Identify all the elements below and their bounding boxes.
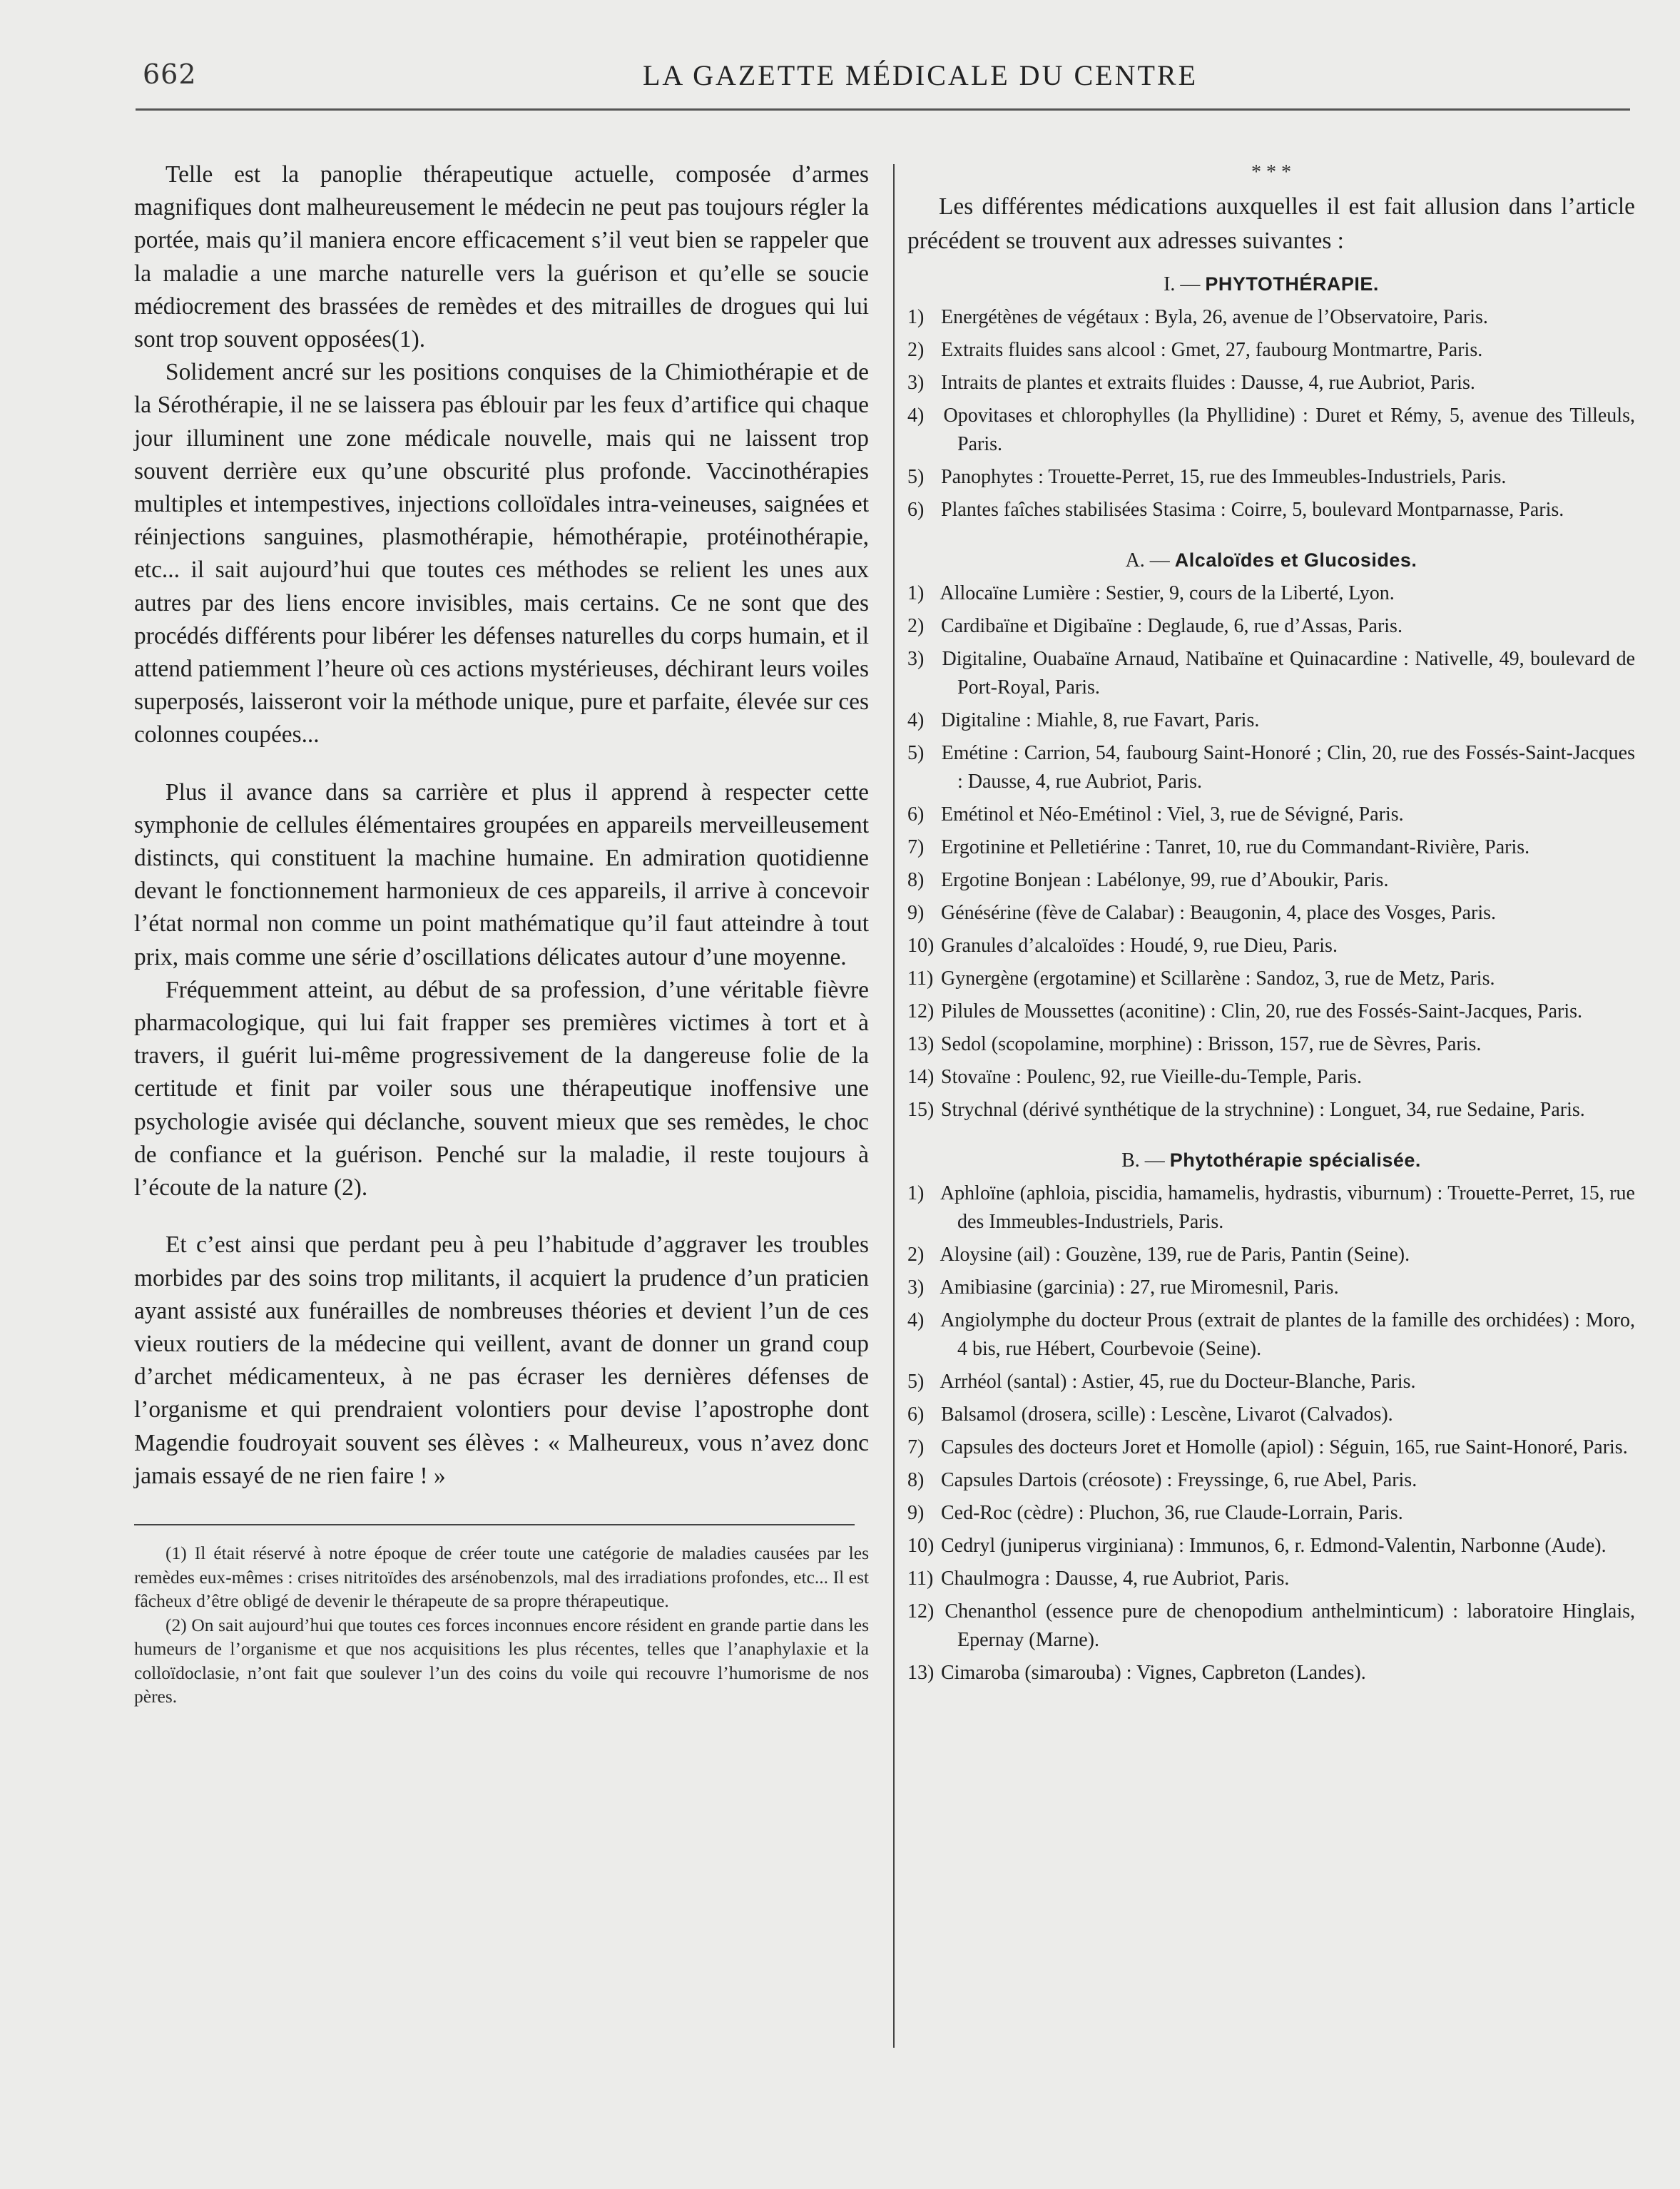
list-item (907, 1598, 1635, 1655)
item-text: Emétine : Carrion, 54, faubourg Saint-Honoré ; Clin, 20, rue des Fossés-Saint-Jacques : Dausse, 4, rue Aubriot, Paris. (941, 742, 1635, 793)
item-text: Plantes faîches stabilisées Stasima : Coirre, 5, boulevard Montparnasse, Paris. (941, 499, 1564, 521)
list-item (907, 1659, 1635, 1687)
item-text: Strychnal (dérivé synthétique de la strychnine) : Longuet, 34, rue Sedaine, Paris. (941, 1099, 1585, 1121)
item-number: 2) (907, 1244, 925, 1266)
list-item (907, 1306, 1635, 1363)
item-text: Stovaïne : Poulenc, 92, rue Vieille-du-Temple, Paris. (941, 1066, 1362, 1088)
item-number: 3) (907, 648, 925, 670)
list-item (907, 303, 1635, 332)
running-title: LA GAZETTE MÉDICALE DU CENTRE (642, 59, 1198, 91)
address-list (907, 579, 1635, 1124)
item-number: 1) (907, 306, 925, 328)
item-text: Balsamol (drosera, scille) : Lescène, Livarot (Calvados). (941, 1403, 1393, 1426)
item-text: Capsules des docteurs Joret et Homolle (apiol) : Séguin, 165, rue Saint-Honoré, Paris. (941, 1436, 1628, 1458)
section-heading-specialisee (907, 1146, 1635, 1175)
item-text: Gynergène (ergotamine) et Scillarène : Sandoz, 3, rue de Metz, Paris. (941, 967, 1495, 990)
item-number: 2) (907, 615, 925, 637)
item-text: Extraits fluides sans alcool : Gmet, 27, faubourg Montmartre, Paris. (941, 339, 1483, 361)
list-item (907, 612, 1635, 641)
list-item (907, 706, 1635, 735)
section-prefix: A. — (1125, 549, 1170, 572)
section-heading-alcaloides (907, 546, 1635, 575)
item-text: Génésérine (fève de Calabar) : Beaugonin, 4, place des Vosges, Paris. (941, 902, 1497, 924)
body-paragraph: Plus il avance dans sa carrière et plus il apprend à respecter cette symphonie de cellules élémentaires groupées en appareils merveilleusement distincts, qui constituent la machine humaine. En admiration quotidienne devant le fonctionnement harmonieux de ces appareils, il arrive à concevoir l’état normal non comme un point mathématique qu’il faut atteindre à tout prix, mais comme une série d’oscillations délicates autour d’une moyenne. (134, 778, 869, 970)
list-item (907, 1030, 1635, 1059)
list-item (907, 336, 1635, 365)
item-number: 8) (907, 869, 925, 891)
item-number: 11) (907, 1568, 934, 1590)
list-item (907, 369, 1635, 397)
section-heading-phytotherapie (907, 270, 1635, 299)
item-text: Aphloïne (aphloia, piscidia, hamamelis, hydrastis, viburnum) : Trouette-Perret, 15, rue des Immeubles-Industriels, Paris. (940, 1182, 1635, 1233)
item-text: Capsules Dartois (créosote) : Freyssinge, 6, rue Abel, Paris. (941, 1469, 1417, 1491)
item-text: Allocaïne Lumière : Sestier, 9, cours de la Liberté, Lyon. (940, 582, 1395, 604)
section-prefix: I. — (1164, 273, 1201, 295)
list-item (907, 866, 1635, 895)
column-rule (893, 164, 895, 2048)
item-number: 6) (907, 499, 925, 521)
left-column (134, 158, 869, 1709)
intro-paragraph: Les différentes médications auxquelles il est fait allusion dans l’article précédent se trouvent aux adresses suivantes : (907, 193, 1635, 254)
item-text: Energétènes de végétaux : Byla, 26, avenue de l’Observatoire, Paris. (941, 306, 1488, 328)
item-text: Emétinol et Néo-Emétinol : Viel, 3, rue de Sévigné, Paris. (941, 803, 1404, 826)
item-number: 4) (907, 1309, 925, 1331)
item-text: Pilules de Moussettes (aconitine) : Clin, 20, rue des Fossés-Saint-Jacques, Paris. (941, 1000, 1582, 1022)
item-text: Opovitases et chlorophylles (la Phyllidine) : Duret et Rémy, 5, avenue des Tilleuls, Paris. (943, 405, 1635, 455)
item-text: Ced-Roc (cèdre) : Pluchon, 36, rue Claude-Lorrain, Paris. (941, 1502, 1403, 1524)
section-title: Phytothérapie spécialisée. (1169, 1149, 1421, 1171)
body-paragraph: Et c’est ainsi que perdant peu à peu l’habitude d’aggraver les troubles morbides par des soins trop militants, il acquiert la prudence d’un praticien ayant assisté aux funérailles de nombreuses théories et devient l’un de ces vieux routiers de la médecine qui veillent, avant de donner un grand coup d’archet médicamenteux, à ne pas écraser les dernières défenses de l’organisme et qui prendraient volontiers pour devise l’apostrophe dont Magendie foudroyait souvent ses élèves : « Malheureux, vous n’avez donc jamais essayé de ne rien faire ! » (134, 1231, 869, 1489)
section-title: Alcaloïdes et Glucosides. (1174, 549, 1417, 571)
item-number: 13) (907, 1033, 935, 1055)
item-number: 12) (907, 1600, 935, 1622)
item-number: 10) (907, 1535, 935, 1557)
list-item (907, 1401, 1635, 1429)
list-item (907, 1368, 1635, 1396)
list-item (907, 645, 1635, 702)
item-number: 7) (907, 1436, 925, 1458)
item-text: Ergotine Bonjean : Labélonye, 99, rue d’Aboukir, Paris. (941, 869, 1389, 891)
list-item (907, 833, 1635, 862)
item-text: Cedryl (juniperus virginiana) : Immunos, 6, r. Edmond-Valentin, Narbonne (Aude). (941, 1535, 1607, 1557)
list-item (907, 1532, 1635, 1560)
item-number: 9) (907, 902, 925, 924)
item-number: 2) (907, 339, 925, 361)
list-item (907, 932, 1635, 960)
item-number: 1) (907, 1182, 925, 1204)
item-number: 1) (907, 582, 925, 604)
item-number: 6) (907, 1403, 925, 1426)
item-number: 4) (907, 405, 925, 427)
list-item (907, 1063, 1635, 1092)
right-column (907, 158, 1635, 1692)
item-number: 5) (907, 466, 925, 488)
item-number: 12) (907, 1000, 935, 1022)
item-number: 15) (907, 1099, 935, 1121)
item-number: 6) (907, 803, 925, 826)
list-item (907, 1433, 1635, 1462)
list-item (907, 1179, 1635, 1236)
item-number: 5) (907, 742, 925, 764)
body-paragraph: Solidement ancré sur les positions conquises de la Chimiothérapie et de la Sérothérapie, il ne se laissera pas éblouir par les feux d’artifice qui chaque jour illuminent une zone médicale nouvelle, mais qui ne laissent trop souvent derrière eux qu’une obscurité plus profonde. Vaccinothérapies multiples et intempestives, injections colloïdales intra-veineuses, saignées et réinjections sanguines, plasmothérapie, hémothérapie, protéinothérapie, etc... il sait aujourd’hui que toutes ces méthodes se relient les unes aux autres par des liens encore invisibles, mais certains. Ce ne sont que des procédés différents pour libérer les défenses naturelles du corps humain, et il attend patiemment l’heure où ces actions mystérieuses, déchirant leurs voiles superposés, laisseront voir la méthode unique, pure et parfaite, élevée sur ces colonnes coupées... (134, 359, 869, 748)
item-text: Cardibaïne et Digibaïne : Deglaude, 6, rue d’Assas, Paris. (941, 615, 1402, 637)
item-text: Angiolymphe du docteur Prous (extrait de plantes de la famille des orchidées) : Moro, 4 bis, rue Hébert, Courbevoie (Seine). (940, 1309, 1635, 1360)
page-number: 662 (143, 59, 197, 90)
item-text: Amibiasine (garcinia) : 27, rue Miromesnil, Paris. (940, 1276, 1339, 1299)
item-number: 8) (907, 1469, 925, 1491)
item-text: Granules d’alcaloïdes : Houdé, 9, rue Dieu, Paris. (941, 935, 1338, 957)
list-item (907, 1499, 1635, 1528)
list-item (907, 1466, 1635, 1495)
item-number: 3) (907, 372, 925, 394)
list-item (907, 402, 1635, 459)
item-text: Sedol (scopolamine, morphine) : Brisson, 157, rue de Sèvres, Paris. (941, 1033, 1482, 1055)
item-text: Cimaroba (simarouba) : Vignes, Capbreton (Landes). (941, 1662, 1366, 1684)
item-number: 11) (907, 967, 934, 990)
body-paragraph: Fréquemment atteint, au début de sa profession, d’une véritable fièvre pharmacologique, qui lui fait frapper ses premières victimes à tort et à travers, il guérit lui-même progressivement de la dangereuse folie de la certitude et finit par voiler sous une thérapeutique inoffensive une psychologie avisée qui déclanche, souvent mieux que ses remèdes, le choc de confiance et la guérison. Penché sur la maladie, il reste toujours à l’écoute de la nature (2). (134, 976, 869, 1202)
item-number: 14) (907, 1066, 935, 1088)
item-text: Panophytes : Trouette-Perret, 15, rue des Immeubles-Industriels, Paris. (941, 466, 1507, 488)
footnote: (2) On sait aujourd’hui que toutes ces forces inconnues encore résident en grande partie dans les humeurs de l’organisme et que nos acquisitions les plus récentes, telles que l’anaphylaxie et la colloïdoclasie, n’ont fait que soulever l’un des coins du voile qui recouvre l’humorisme de nos pères. (134, 1614, 869, 1707)
list-item (907, 899, 1635, 928)
item-text: Chenanthol (essence pure de chenopodium anthelminticum) : laboratoire Hinglais, Epernay (Marne). (945, 1600, 1635, 1651)
list-item (907, 463, 1635, 492)
footnote: (1) Il était réservé à notre époque de créer toute une catégorie de maladies causées par les remèdes eux-mêmes : crises nitritoïdes des arsénobenzols, mal des irradiations profondes, etc... Il est fâcheux d’être obligé de devenir le thérapeute de sa propre thérapeutique. (134, 1542, 869, 1612)
address-list (907, 1179, 1635, 1687)
list-item (907, 801, 1635, 829)
item-number: 13) (907, 1662, 935, 1684)
item-number: 10) (907, 935, 935, 957)
item-text: Chaulmogra : Dausse, 4, rue Aubriot, Paris. (941, 1568, 1290, 1590)
list-item (907, 739, 1635, 796)
list-item (907, 965, 1635, 993)
item-text: Digitaline : Miahle, 8, rue Favart, Paris. (941, 709, 1260, 731)
section-title: PHYTOTHÉRAPIE. (1205, 273, 1379, 295)
list-item (907, 1241, 1635, 1269)
item-text: Aloysine (ail) : Gouzène, 139, rue de Paris, Pantin (Seine). (940, 1244, 1410, 1266)
list-item (907, 1096, 1635, 1124)
item-number: 5) (907, 1371, 925, 1393)
item-text: Arrhéol (santal) : Astier, 45, rue du Docteur-Blanche, Paris. (940, 1371, 1416, 1393)
list-item (907, 1565, 1635, 1593)
body-paragraph: Telle est la panoplie thérapeutique actuelle, composée d’armes magnifiques dont malheureusement le médecin ne peut pas toujours régler la portée, mais qu’il maniera encore efficacement s’il veut bien se rappeler que la maladie a une marche naturelle vers la guérison et qu’elle se soucie médiocrement des brassées de remèdes et des mitrailles de drogues qui lui sont trop souvent opposées(1). (134, 161, 869, 353)
footnote-rule (134, 1524, 855, 1525)
header-rule (136, 108, 1630, 111)
item-text: Digitaline, Ouabaïne Arnaud, Natibaïne et Quinacardine : Nativelle, 49, boulevard de Port-Royal, Paris. (942, 648, 1635, 699)
list-item (907, 997, 1635, 1026)
section-prefix: B. — (1121, 1149, 1165, 1172)
section-ornament: * * * (1251, 161, 1291, 183)
item-number: 7) (907, 836, 925, 858)
item-number: 4) (907, 709, 925, 731)
address-list (907, 303, 1635, 524)
list-item (907, 1274, 1635, 1302)
item-text: Intraits de plantes et extraits fluides : Dausse, 4, rue Aubriot, Paris. (941, 372, 1475, 394)
list-item (907, 579, 1635, 608)
item-text: Ergotinine et Pelletiérine : Tanret, 10, rue du Commandant-Rivière, Paris. (941, 836, 1530, 858)
list-item (907, 496, 1635, 524)
item-number: 9) (907, 1502, 925, 1524)
item-number: 3) (907, 1276, 925, 1299)
